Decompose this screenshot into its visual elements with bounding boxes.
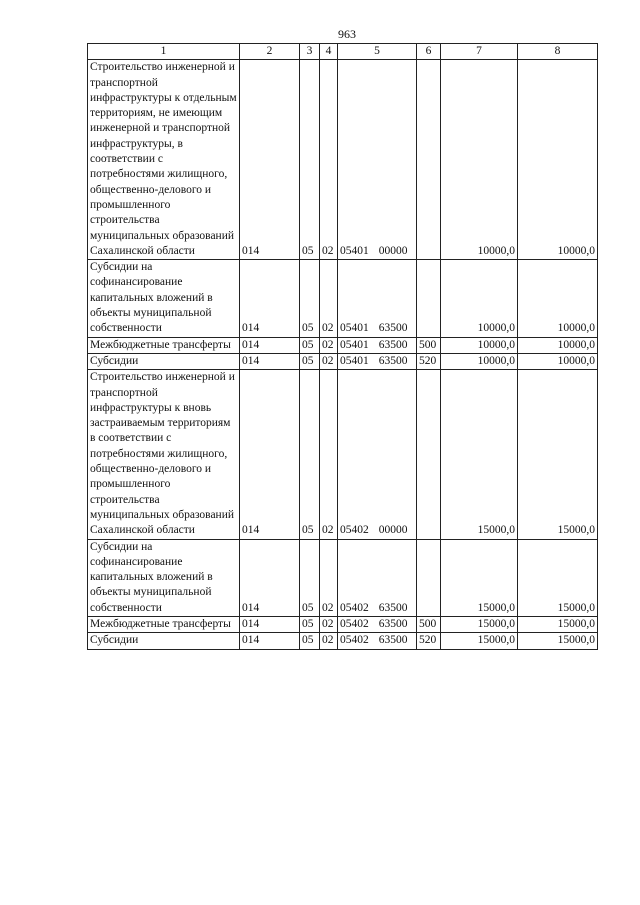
row-target-article: [338, 370, 417, 539]
row-amount-2: 10000,0: [518, 353, 598, 369]
row-expense-type: 520: [417, 353, 441, 369]
row-subsection: 02: [320, 60, 338, 260]
target-article-part-1: 05401: [340, 322, 369, 335]
header-col-1: 1: [88, 44, 240, 60]
table-row: [88, 60, 598, 260]
header-col-4: 4: [320, 44, 338, 60]
table-row: [88, 337, 598, 353]
row-subsection: 02: [320, 539, 338, 616]
row-expense-type: [417, 260, 441, 337]
header-col-5: 5: [338, 44, 417, 60]
table-row: [88, 616, 598, 632]
table-row: [88, 370, 598, 539]
row-subsection: 02: [320, 337, 338, 353]
row-ministry-code: 014: [240, 616, 300, 632]
row-name: Субсидии: [88, 633, 240, 649]
table-row: [88, 353, 598, 369]
row-subsection: 02: [320, 370, 338, 539]
row-name: Строительство инженерной и транспортной инфраструктуры к вновь застраиваемым территориям в соответствии с потребностями жилищного, общественно-делового и промышленного строительства муниципальных образований Сахалинской области: [88, 370, 240, 539]
table-row: [88, 633, 598, 649]
row-target-article: [338, 616, 417, 632]
row-expense-type: 500: [417, 616, 441, 632]
target-article-part-1: 05402: [340, 634, 369, 647]
row-amount-2: 10000,0: [518, 337, 598, 353]
row-expense-type: [417, 539, 441, 616]
row-name: Субсидии на софинансирование капитальных вложений в объекты муниципальной собственности: [88, 260, 240, 337]
target-article-part-1: 05401: [340, 354, 369, 367]
row-expense-type: 500: [417, 337, 441, 353]
row-name: Межбюджетные трансферты: [88, 337, 240, 353]
row-section: 05: [300, 353, 320, 369]
header-row: [88, 44, 598, 60]
row-section: 05: [300, 260, 320, 337]
row-amount-2: 15000,0: [518, 633, 598, 649]
page-number: 963: [338, 27, 356, 41]
row-target-article: [338, 337, 417, 353]
row-ministry-code: 014: [240, 60, 300, 260]
row-expense-type: 520: [417, 633, 441, 649]
row-amount-1: 15000,0: [441, 633, 518, 649]
row-amount-1: 10000,0: [441, 260, 518, 337]
row-section: 05: [300, 60, 320, 260]
target-article-part-2: 63500: [378, 617, 408, 630]
row-target-article: [338, 260, 417, 337]
row-ministry-code: 014: [240, 353, 300, 369]
row-section: 05: [300, 337, 320, 353]
row-amount-2: 15000,0: [518, 539, 598, 616]
target-article-part-2: 63500: [378, 354, 408, 367]
header-col-3: 3: [300, 44, 320, 60]
target-article-part-2: 00000: [378, 244, 408, 257]
row-name: Субсидии на софинансирование капитальных вложений в объекты муниципальной собственности: [88, 539, 240, 616]
header-col-7: 7: [441, 44, 518, 60]
row-section: 05: [300, 370, 320, 539]
row-amount-1: 10000,0: [441, 353, 518, 369]
target-article-part-1: 05402: [340, 601, 369, 614]
row-target-article: [338, 633, 417, 649]
target-article-part-1: 05402: [340, 524, 369, 537]
header-col-2: 2: [240, 44, 300, 60]
row-subsection: 02: [320, 616, 338, 632]
target-article-part-1: 05401: [340, 338, 369, 351]
row-subsection: 02: [320, 633, 338, 649]
target-article-part-2: 63500: [378, 322, 408, 335]
row-section: 05: [300, 539, 320, 616]
row-subsection: 02: [320, 260, 338, 337]
row-amount-1: 15000,0: [441, 616, 518, 632]
row-target-article: [338, 353, 417, 369]
row-amount-1: 15000,0: [441, 370, 518, 539]
target-article-part-1: 05402: [340, 617, 369, 630]
row-subsection: 02: [320, 353, 338, 369]
row-ministry-code: 014: [240, 260, 300, 337]
row-amount-2: 10000,0: [518, 60, 598, 260]
target-article-part-2: 63500: [378, 634, 408, 647]
row-ministry-code: 014: [240, 539, 300, 616]
target-article-part-1: 05401: [340, 244, 369, 257]
row-expense-type: [417, 60, 441, 260]
row-name: Субсидии: [88, 353, 240, 369]
row-section: 05: [300, 616, 320, 632]
row-target-article: [338, 60, 417, 260]
row-amount-1: 15000,0: [441, 539, 518, 616]
row-name: Строительство инженерной и транспортной инфраструктуры к отдельным территориям, не имеющим инженерной и транспортной инфраструктуры, в соответствии с потребностями жилищного, общественно-делового и промышленного строительства муниципальных образований Сахалинской области: [88, 60, 240, 260]
row-amount-2: 15000,0: [518, 616, 598, 632]
row-ministry-code: 014: [240, 337, 300, 353]
row-amount-1: 10000,0: [441, 337, 518, 353]
target-article-part-2: 63500: [378, 338, 408, 351]
header-col-6: 6: [417, 44, 441, 60]
row-amount-2: 15000,0: [518, 370, 598, 539]
table-row: [88, 539, 598, 616]
table-row: [88, 260, 598, 337]
row-target-article: [338, 539, 417, 616]
row-expense-type: [417, 370, 441, 539]
row-amount-2: 10000,0: [518, 260, 598, 337]
row-ministry-code: 014: [240, 633, 300, 649]
row-ministry-code: 014: [240, 370, 300, 539]
header-col-8: 8: [518, 44, 598, 60]
row-name: Межбюджетные трансферты: [88, 616, 240, 632]
target-article-part-2: 63500: [378, 601, 408, 614]
row-section: 05: [300, 633, 320, 649]
budget-table: [87, 43, 598, 650]
target-article-part-2: 00000: [378, 524, 408, 537]
row-amount-1: 10000,0: [441, 60, 518, 260]
